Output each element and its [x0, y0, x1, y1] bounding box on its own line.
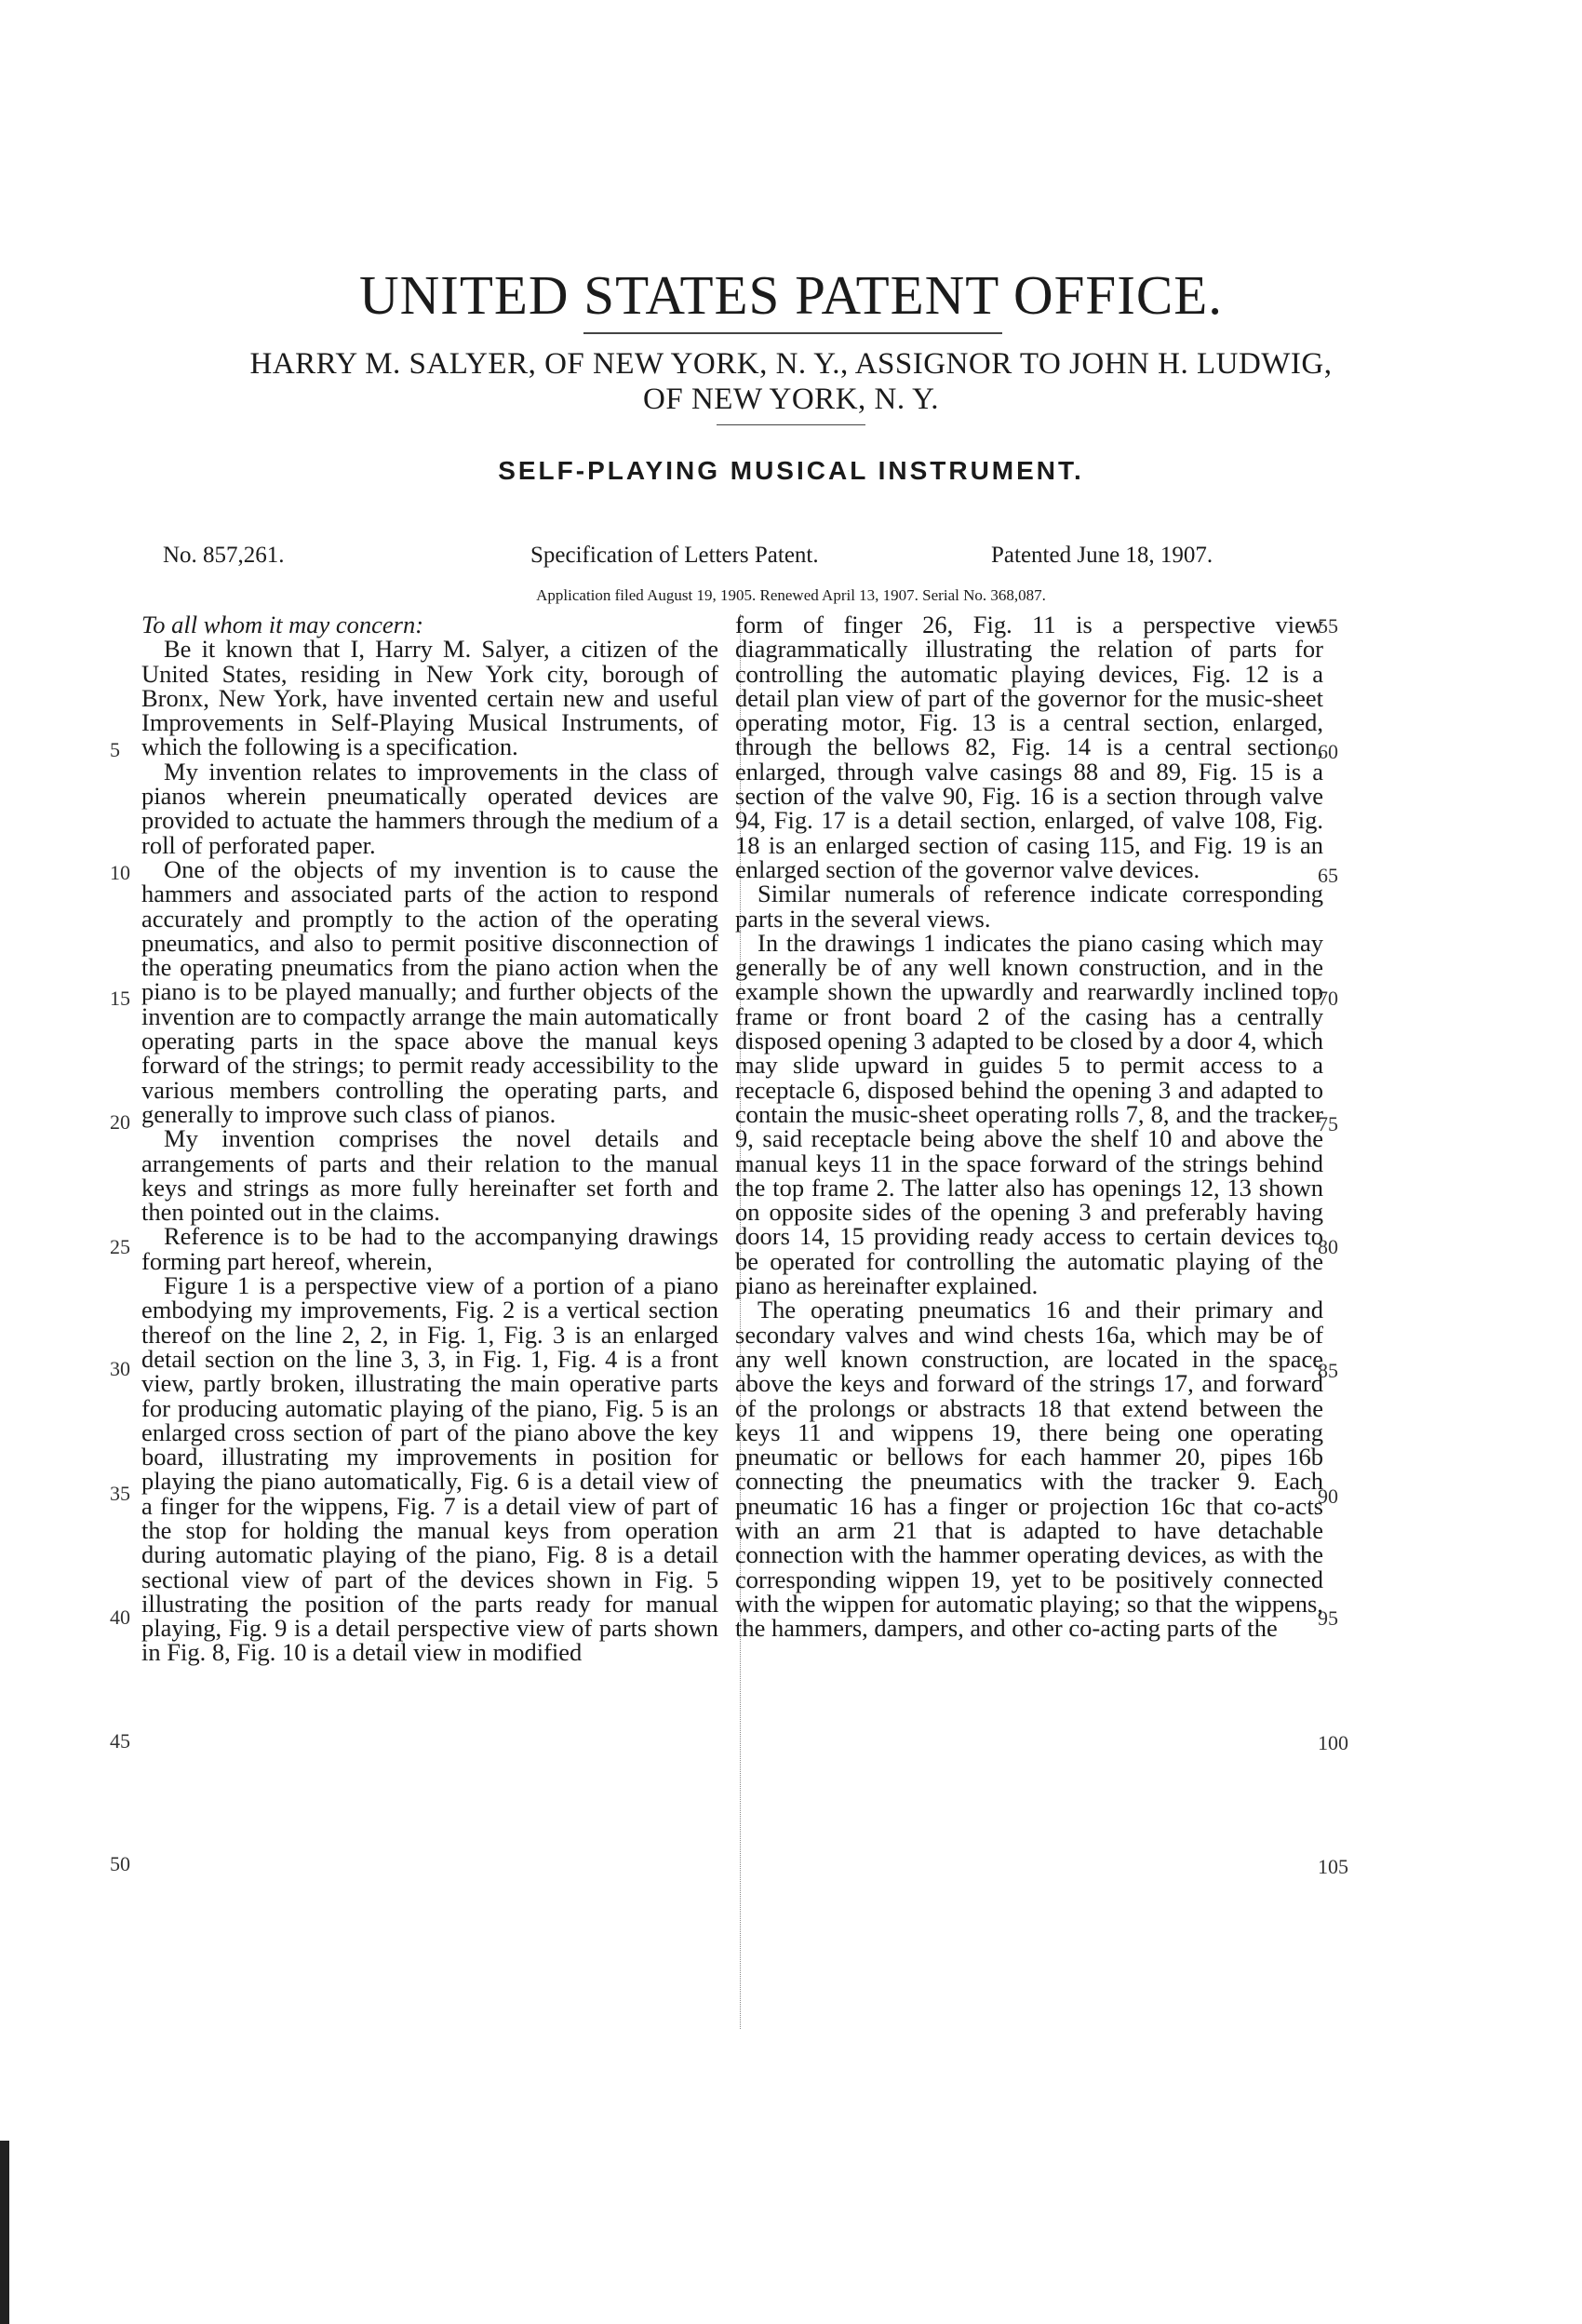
salutation: To all whom it may concern:	[141, 611, 424, 638]
line-number: 15	[110, 987, 130, 1010]
right-paragraph-1: form of finger 26, Fig. 11 is a perspective view diagrammatically illustrating the relation of parts for controlling the automatic playing devices, Fig. 12 is a detail plan view of part of the governor for the music-sheet operating motor, Fig. 13 is a central section, enlarged, through the bellows 82, Fig. 14 is a central section, enlarged, through valve casings 88 and 89, Fig. 15 is a section of the valve 90, Fig. 16 is a section through valve 94, Fig. 17 is a detail section, enlarged, of valve 108, Fig. 18 is an enlarged section of casing 115, and Fig. 19 is an enlarged section of the governor valve devices.	[735, 611, 1323, 883]
line-number: 100	[1318, 1731, 1348, 1754]
right-paragraph-4: The operating pneumatics 16 and their primary and secondary valves and wind chests 16a, which may be of any well known construction, are located in the space above the keys and forward of the strings 17, and forward of the prolongs or abstracts 18 that extend between the keys 11 and wippens 19, there being one operating pneumatic or bellows for each hammer 20, pipes 16b connecting the pneumatics with the tracker 9. Each pneumatic 16 has a finger or projection 16c that co-acts with an arm 21 that is adapted to have detachable connection with the hammer operating devices, as with the corresponding wippen 19, yet to be positively connected with the wippen for automatic playing; so that the wippens, the hammers, dampers, and other co-acting parts of the	[735, 1296, 1323, 1643]
title-rule	[583, 332, 1002, 334]
line-number: 85	[1318, 1359, 1338, 1382]
right-paragraph-3: In the drawings 1 indicates the piano casing which may generally be of any well known construction, and in the example shown the upwardly and rearwardly inclined top frame or front board 2 of the casing has a centrally disposed opening 3 adapted to be closed by a door 4, which may slide upward in guides 5 to permit access to a receptacle 6, disposed behind the opening 3 and adapted to contain the music-sheet operating rolls 7, 8, and the tracker 9, said receptacle being above the shelf 10 and above the manual keys 11 in the space forward of the strings behind the top frame 2. The latter also has openings 12, 13 shown on opposite sides of the opening 3 and preferably having doors 14, 15 providing ready access to certain devices to be operated for controlling the automatic playing of the piano as hereinafter explained.	[735, 928, 1323, 1300]
patent-number: No. 857,261.	[163, 543, 285, 568]
right-paragraph-2: Similar numerals of reference indicate corresponding parts in the several views.	[735, 880, 1323, 933]
line-number: 40	[110, 1605, 130, 1629]
left-paragraph-3: One of the objects of my invention is to cause the hammers and associated parts of the action to respond accurately and promptly to the action of the operating pneumatics, and also to permit positive disconnection of the operating pneumatics from the piano action when the piano is to be played manually; and further objects of the invention are to compactly arrange the main automatically operating parts in the space above the manual keys forward of the strings; to permit ready accessibility to the various members controlling the operating parts, and generally to improve such class of pianos.	[141, 854, 718, 1128]
line-number: 55	[1318, 614, 1338, 638]
left-paragraph-5: Reference is to be had to the accompanying drawings forming part hereof, wherein,	[141, 1222, 718, 1275]
left-paragraph-2: My invention relates to improvements in the class of pianos wherein pneumatically operated devices are provided to actuate the hammers through the medium of a roll of perforated paper.	[141, 757, 718, 859]
line-number: 90	[1318, 1484, 1338, 1508]
page-title: UNITED STATES PATENT OFFICE.	[358, 264, 1224, 326]
line-number: 75	[1318, 1112, 1338, 1135]
line-number: 45	[110, 1729, 130, 1753]
left-paragraph-1: Be it known that I, Harry M. Salyer, a citizen of the United States, residing in New York city, borough of Bronx, New York, have invented certain new and useful Improvements in Self-Playing Musical Instruments, of which the following is a specification.	[141, 635, 718, 761]
line-number: 70	[1318, 987, 1338, 1010]
specification-label: Specification of Letters Patent.	[530, 543, 819, 568]
line-number: 25	[110, 1235, 130, 1258]
assignment-line-2: OF NEW YORK, N. Y.	[643, 383, 939, 416]
scan-edge-mark	[0, 2141, 9, 2324]
application-filed-line: Application filed August 19, 1905. Renewed April 13, 1907. Serial No. 368,087.	[536, 586, 1046, 604]
line-number: 65	[1318, 864, 1338, 887]
line-number: 60	[1318, 740, 1338, 763]
assignment-line-1: HARRY M. SALYER, OF NEW YORK, N. Y., ASSIGNOR TO JOHN H. LUDWIG,	[249, 347, 1333, 381]
line-number: 105	[1318, 1855, 1348, 1878]
line-number: 50	[110, 1852, 130, 1875]
line-number: 95	[1318, 1606, 1338, 1630]
line-number: 80	[1318, 1235, 1338, 1258]
left-paragraph-4: My invention comprises the novel details and arrangements of parts and their relation to the manual keys and strings as more fully hereinafter set forth and then pointed out in the claims.	[141, 1124, 718, 1227]
line-number: 35	[110, 1482, 130, 1505]
invention-title: SELF-PLAYING MUSICAL INSTRUMENT.	[498, 456, 1084, 485]
left-paragraph-6: Figure 1 is a perspective view of a portion of a piano embodying my improvements, Fig. 2 is a vertical section thereof on the line 2, 2, in Fig. 1, Fig. 3 is an enlarged detail section on the line 3, 3, in Fig. 1, Fig. 4 is a front view, partly broken, illustrating the main operative parts for producing automatic playing of the piano, Fig. 5 is an enlarged cross section of part of the piano above the key board, illustrating my improvements in position for playing the piano automatically, Fig. 6 is a detail view of a finger for the wippens, Fig. 7 is a detail view of part of the stop for holding the manual keys from operation during automatic playing of the piano, Fig. 8 is a detail sectional view of part of the devices shown in Fig. 5 illustrating the position of the parts ready for manual playing, Fig. 9 is a detail perspective view of parts shown in Fig. 8, Fig. 10 is a detail view in modified	[141, 1271, 718, 1667]
left-column	[141, 612, 718, 1665]
assignment-rule	[717, 424, 865, 425]
line-number: 30	[110, 1357, 130, 1380]
right-column	[735, 611, 1323, 1643]
line-number: 10	[110, 861, 130, 884]
patented-date: Patented June 18, 1907.	[991, 543, 1213, 568]
line-number: 5	[110, 738, 120, 761]
line-number: 20	[110, 1110, 130, 1134]
